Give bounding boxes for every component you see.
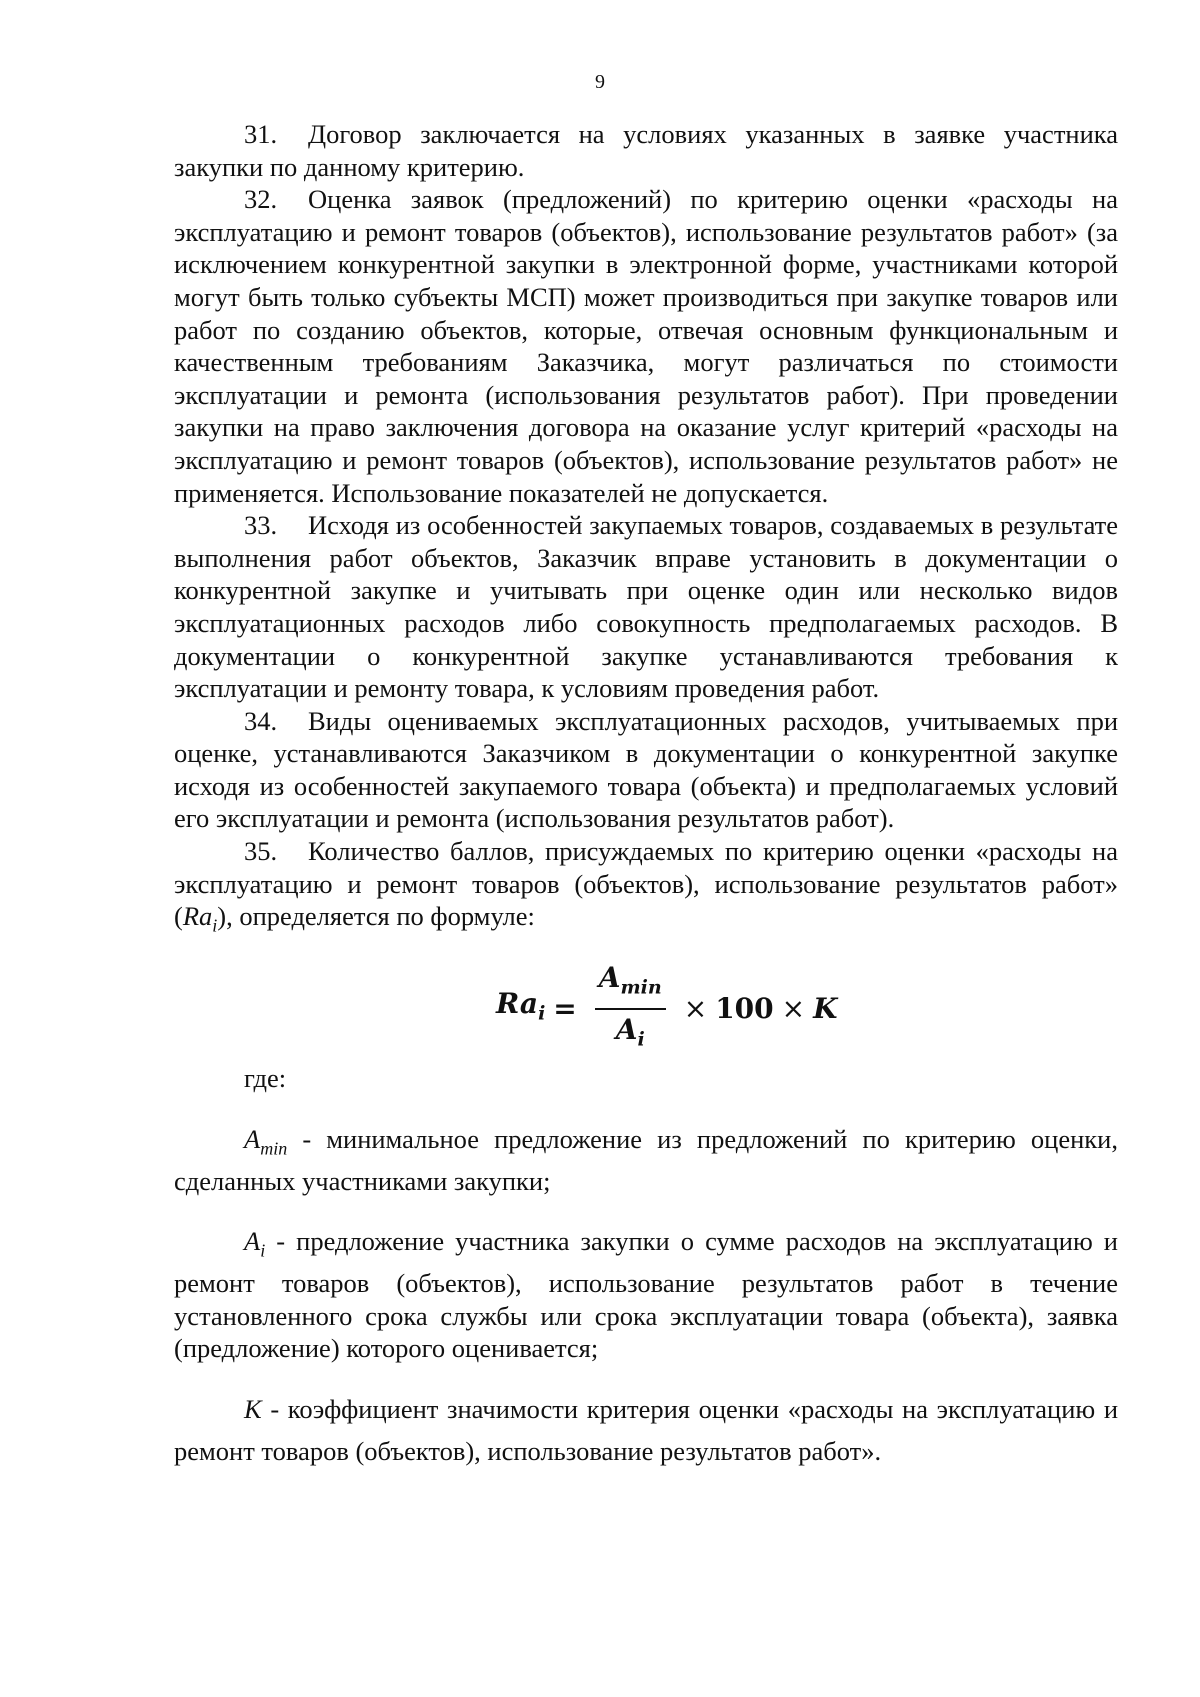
formula-coefficient: K [813, 992, 838, 1026]
paragraph-number: 34. [244, 705, 278, 736]
paragraph-number: 32. [244, 184, 278, 215]
paragraph-35 [174, 835, 1118, 942]
formula-fraction [595, 962, 666, 1056]
paragraph-text: Исходя из особенностей закупаемых товаров, создаваемых в результате выполнения работ объектов, Заказчик вправе установить в документации о конкурентной закупке и учитывать при оценке один или несколько видов эксплуатационных расходов либо совокупность предполагаемых расходов. В документации о конкурентной закупке устанавливаются требования к эксплуатации и ремонту товара, к условиям проведения работ. [174, 510, 1118, 704]
document-body [174, 118, 1118, 1495]
formula-block [174, 942, 1118, 1062]
definition-k [174, 1393, 1118, 1467]
formula [496, 962, 837, 1056]
inline-symbol-ra: $Ra_i$ [182, 901, 218, 936]
paragraph-31 [174, 118, 1118, 183]
formula-denominator: $A_i$ [615, 1013, 645, 1051]
definition-symbol: $A_{min}$ [244, 1123, 288, 1159]
paragraph-text: Виды оцениваемых эксплуатационных расходов, учитываемых при оценке, устанавливаются Заказчиком в документации о конкурентной закупке исходя из особенностей закупаемого товара (объекта) и предполагаемых условий его эксплуатации и ремонта (использования результатов работ). [174, 705, 1118, 834]
paragraph-text-before: Количество баллов, присуждаемых по критерию оценки «расходы на эксплуатацию и ремонт товаров (объектов), использование результатов работ» ( [174, 836, 1118, 932]
where-label: где: [244, 1063, 287, 1094]
paragraph-number: 33. [244, 510, 278, 541]
page-number: 9 [595, 71, 605, 93]
definition-text: - минимальное предложение из предложений по критерию оценки, сделанных участниками закупки; [174, 1123, 1118, 1196]
definition-text: - предложение участника закупки о сумме расходов на эксплуатацию и ремонт товаров (объектов), использование результатов работ в течение установленного срока службы или срока эксплуатации товара (объекта), заявка (предложение) которого оценивается; [174, 1226, 1118, 1364]
formula-equals: = [553, 992, 577, 1026]
paragraph-text: Договор заключается на условиях указанных в заявке участника закупки по данному критерию. [174, 119, 1118, 182]
paragraph-34 [174, 705, 1118, 835]
paragraph-number: 35. [244, 836, 278, 867]
definition-symbol: K [244, 1393, 262, 1424]
formula-times-1: × [683, 992, 708, 1026]
formula-numerator: $A_{min}$ [595, 962, 666, 1010]
paragraph-33 [174, 509, 1118, 705]
paragraph-text: Оценка заявок (предложений) по критерию оценки «расходы на эксплуатацию и ремонт товаров (объектов), использование результатов работ» (за исключением конкурентной закупки в электронной форме, участниками которой могут быть только субъекты МСП) может производиться при закупке товаров или работ по созданию объектов, которые, отвечая основным функциональным и качественным требованиям Заказчика, могут различаться по стоимости эксплуатации и ремонта (использования результатов работ). При проведении закупки на право заключения договора на оказание услуг критерий «расходы на эксплуатацию и ремонт товаров (объектов), использование результатов работ» не применяется. Использование показателей не допускается. [174, 184, 1118, 508]
definition-a-i [174, 1225, 1118, 1365]
paragraph-text-after: ), определяется по формуле: [217, 901, 535, 932]
paragraph-number: 31. [244, 119, 278, 149]
formula-times-2: × [781, 992, 806, 1026]
definition-a-min [174, 1123, 1118, 1197]
formula-lhs: $Ra_i$ [496, 987, 546, 1025]
formula-constant: 100 [715, 992, 774, 1026]
paragraph-32 [174, 183, 1118, 509]
definition-symbol: $A_i$ [244, 1226, 266, 1261]
definition-text: - коэффициент значимости критерия оценки «расходы на эксплуатацию и ремонт товаров (объектов), использование результатов работ». [174, 1393, 1118, 1466]
